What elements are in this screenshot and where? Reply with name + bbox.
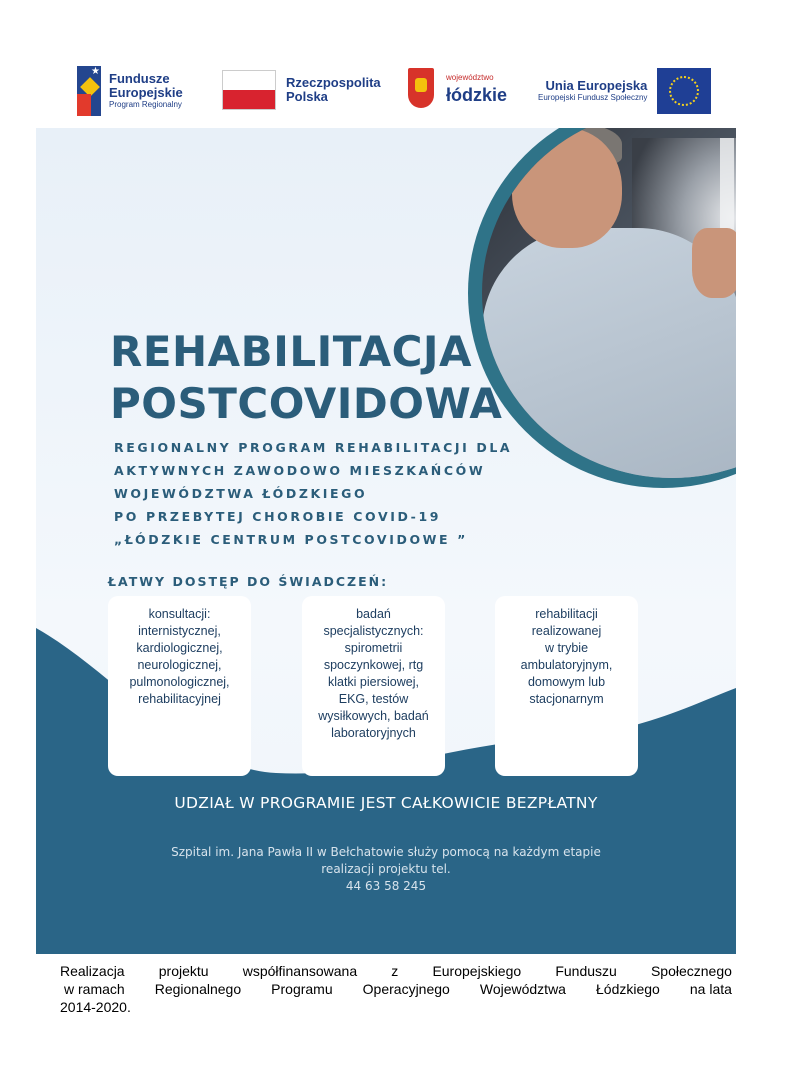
- footer-line2: [60, 980, 732, 998]
- eu-flag-icon: [657, 68, 711, 114]
- box-line: pulmonologicznej,: [129, 675, 230, 689]
- subtitle-line: „ŁÓDZKIE CENTRUM POSTCOVIDOWE ”: [114, 532, 468, 547]
- contact-line: Szpital im. Jana Pawła II w Bełchatowie służy pomocą na każdym etapie: [171, 845, 601, 859]
- fe-logo-line2: Europejskie: [109, 85, 183, 100]
- ld-logo-line1: województwo: [446, 73, 494, 82]
- fe-logo-line3: Program Regionalny: [109, 100, 182, 109]
- box-line: internistycznej,: [138, 624, 221, 638]
- footer-word: współfinansowana: [242, 963, 358, 979]
- footer-word: z: [391, 963, 399, 979]
- fundusze-europejskie-mark-icon: ★: [77, 66, 101, 116]
- ue-logo-line2: Europejski Fundusz Społeczny: [538, 93, 648, 102]
- service-box-tests: [302, 596, 445, 776]
- logo-bar: [0, 60, 788, 130]
- contact-line: realizacji projektu tel.: [321, 862, 451, 876]
- box-line: stacjonarnym: [529, 692, 604, 706]
- footer-line3: 2014-2020.: [60, 999, 131, 1015]
- service-box-consultations: [108, 596, 251, 776]
- footer-word: Łódzkiego: [596, 981, 660, 997]
- box-line: EKG, testów: [338, 692, 409, 706]
- poster-subtitle: [114, 436, 512, 551]
- box-line: laboratoryjnych: [331, 726, 416, 740]
- subtitle-line: REGIONALNY PROGRAM REHABILITACJI DLA: [114, 440, 513, 455]
- poster-title-line1: REHABILITACJA: [110, 327, 473, 376]
- coat-of-arms-icon: [408, 68, 434, 108]
- box-line: rehabilitacji: [535, 607, 598, 621]
- footer-word: Województwa: [479, 981, 566, 997]
- subtitle-line: AKTYWNYCH ZAWODOWO MIESZKAŃCÓW: [114, 463, 486, 478]
- footer-word: w ramach: [64, 981, 125, 997]
- footer-line1: [60, 962, 732, 980]
- footer-word: Programu: [271, 981, 333, 997]
- poster-title-line2: POSTCOVIDOWA: [110, 379, 503, 428]
- rzeczpospolita-polska-logo: [222, 70, 381, 110]
- footer-word: Operacyjnego: [362, 981, 450, 997]
- free-participation-text: UDZIAŁ W PROGRAMIE JEST CAŁKOWICIE BEZPŁATNY: [174, 794, 598, 812]
- fe-logo-line1: Fundusze: [109, 71, 170, 86]
- contact-phone: 44 63 58 245: [345, 879, 427, 893]
- box-line: ambulatoryjnym,: [520, 658, 613, 672]
- wojewodztwo-lodzkie-logo: [408, 68, 507, 108]
- footer-word: Regionalnego: [154, 981, 242, 997]
- box-line: specjalistycznych:: [323, 624, 424, 638]
- box-line: neurologicznej,: [137, 658, 222, 672]
- pl-logo-line2: Polska: [286, 89, 328, 104]
- doctor-xray-photo: [482, 128, 736, 478]
- footer-word: na lata: [689, 981, 732, 997]
- footer-word: Funduszu: [555, 963, 617, 979]
- poster: [36, 128, 736, 954]
- box-line: w trybie: [544, 641, 589, 655]
- pl-logo-line1: Rzeczpospolita: [286, 75, 381, 90]
- contact-info: [36, 844, 736, 895]
- footer-word: projektu: [158, 963, 209, 979]
- unia-europejska-logo: [538, 68, 711, 114]
- box-line: wysiłkowych, badań: [318, 709, 429, 723]
- footer-word: Społecznego: [650, 963, 732, 979]
- box-line: klatki piersiowej,: [327, 675, 419, 689]
- box-line: spoczynkowej, rtg: [323, 658, 424, 672]
- box-line: badań: [356, 607, 391, 621]
- subtitle-line: PO PRZEBYTEJ CHOROBIE COVID-19: [114, 509, 442, 524]
- footer-word: Realizacja: [60, 963, 125, 979]
- subtitle-line: WOJEWÓDZTWA ŁÓDZKIEGO: [114, 486, 368, 501]
- box-line: spirometrii: [344, 641, 403, 655]
- ue-logo-line1: Unia Europejska: [545, 78, 648, 93]
- poster-title: [110, 326, 502, 430]
- box-line: konsultacji:: [148, 607, 211, 621]
- access-heading: ŁATWY DOSTĘP DO ŚWIADCZEŃ:: [108, 574, 389, 589]
- service-box-rehabilitation: [495, 596, 638, 776]
- funding-footer: [60, 962, 732, 1016]
- ld-logo-line2: łódzkie: [446, 85, 508, 105]
- box-line: realizowanej: [531, 624, 602, 638]
- box-line: domowym lub: [527, 675, 606, 689]
- box-line: rehabilitacyjnej: [138, 692, 221, 706]
- footer-word: Europejskiego: [432, 963, 522, 979]
- fundusze-europejskie-logo: [77, 66, 183, 116]
- polish-flag-icon: [222, 70, 276, 110]
- box-line: kardiologicznej,: [136, 641, 223, 655]
